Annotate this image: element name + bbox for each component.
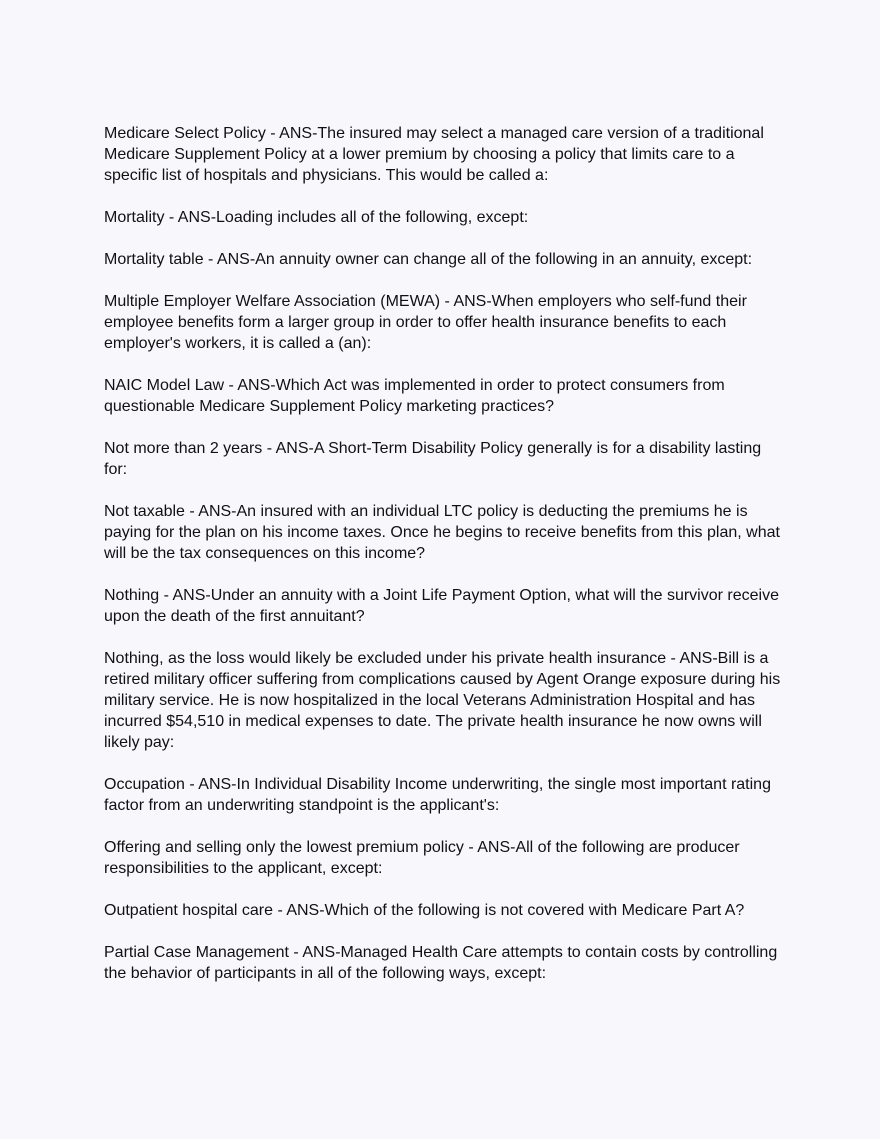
- entry-line: Outpatient hospital care - ANS-Which of the following is not covered with Medicare Part A?: [104, 902, 745, 919]
- entry-line: military service. He is now hospitalized in the local Veterans Administration Hospital and has: [104, 692, 755, 709]
- qa-entry: [104, 291, 784, 354]
- entry-line: incurred $54,510 in medical expenses to date. The private health insurance he now owns will: [104, 713, 762, 730]
- entry-line: Not more than 2 years - ANS-A Short-Term Disability Policy generally is for a disability lasting: [104, 440, 762, 457]
- entry-line: paying for the plan on his income taxes. Once he begins to receive benefits from this plan, what: [104, 524, 780, 541]
- qa-entry: [104, 123, 784, 186]
- entry-line: NAIC Model Law - ANS-Which Act was implemented in order to protect consumers from: [104, 377, 725, 394]
- entry-line: responsibilities to the applicant, except:: [104, 860, 383, 877]
- qa-entry: [104, 900, 784, 921]
- qa-entry: [104, 648, 784, 753]
- entry-line: Offering and selling only the lowest premium policy - ANS-All of the following are producer: [104, 839, 740, 856]
- qa-entry: [104, 837, 784, 879]
- qa-entry: [104, 249, 784, 270]
- entry-line: factor from an underwriting standpoint is the applicant's:: [104, 797, 500, 814]
- document-page: [104, 123, 784, 1005]
- qa-entry: [104, 585, 784, 627]
- entry-line: Mortality table - ANS-An annuity owner can change all of the following in an annuity, except:: [104, 251, 753, 268]
- qa-entry: [104, 774, 784, 816]
- entry-line: Medicare Supplement Policy at a lower premium by choosing a policy that limits care to a: [104, 146, 735, 163]
- entry-line: the behavior of participants in all of the following ways, except:: [104, 965, 547, 982]
- entry-line: specific list of hospitals and physicians. This would be called a:: [104, 167, 549, 184]
- qa-entry: [104, 375, 784, 417]
- entry-line: Multiple Employer Welfare Association (MEWA) - ANS-When employers who self-fund their: [104, 293, 747, 310]
- entry-line: employee benefits form a larger group in order to offer health insurance benefits to each: [104, 314, 727, 331]
- entry-line: Partial Case Management - ANS-Managed Health Care attempts to contain costs by controlling: [104, 944, 778, 961]
- entry-line: likely pay:: [104, 734, 175, 751]
- entry-line: retired military officer suffering from complications caused by Agent Orange exposure during his: [104, 671, 781, 688]
- entry-line: Medicare Select Policy - ANS-The insured may select a managed care version of a traditional: [104, 125, 764, 142]
- entry-line: questionable Medicare Supplement Policy marketing practices?: [104, 398, 555, 415]
- entry-line: for:: [104, 461, 128, 478]
- entry-line: Nothing, as the loss would likely be excluded under his private health insurance - ANS-Bill is a: [104, 650, 769, 667]
- entry-line: Nothing - ANS-Under an annuity with a Joint Life Payment Option, what will the survivor receive: [104, 587, 779, 604]
- qa-entry: [104, 942, 784, 984]
- entry-line: Not taxable - ANS-An insured with an individual LTC policy is deducting the premiums he is: [104, 503, 748, 520]
- qa-entry: [104, 207, 784, 228]
- qa-entry: [104, 501, 784, 564]
- entry-line: upon the death of the first annuitant?: [104, 608, 365, 625]
- entry-line: Mortality - ANS-Loading includes all of the following, except:: [104, 209, 529, 226]
- entry-line: employer's workers, it is called a (an):: [104, 335, 372, 352]
- entry-line: Occupation - ANS-In Individual Disability Income underwriting, the single most important rating: [104, 776, 771, 793]
- qa-entry: [104, 438, 784, 480]
- entry-line: will be the tax consequences on this income?: [104, 545, 426, 562]
